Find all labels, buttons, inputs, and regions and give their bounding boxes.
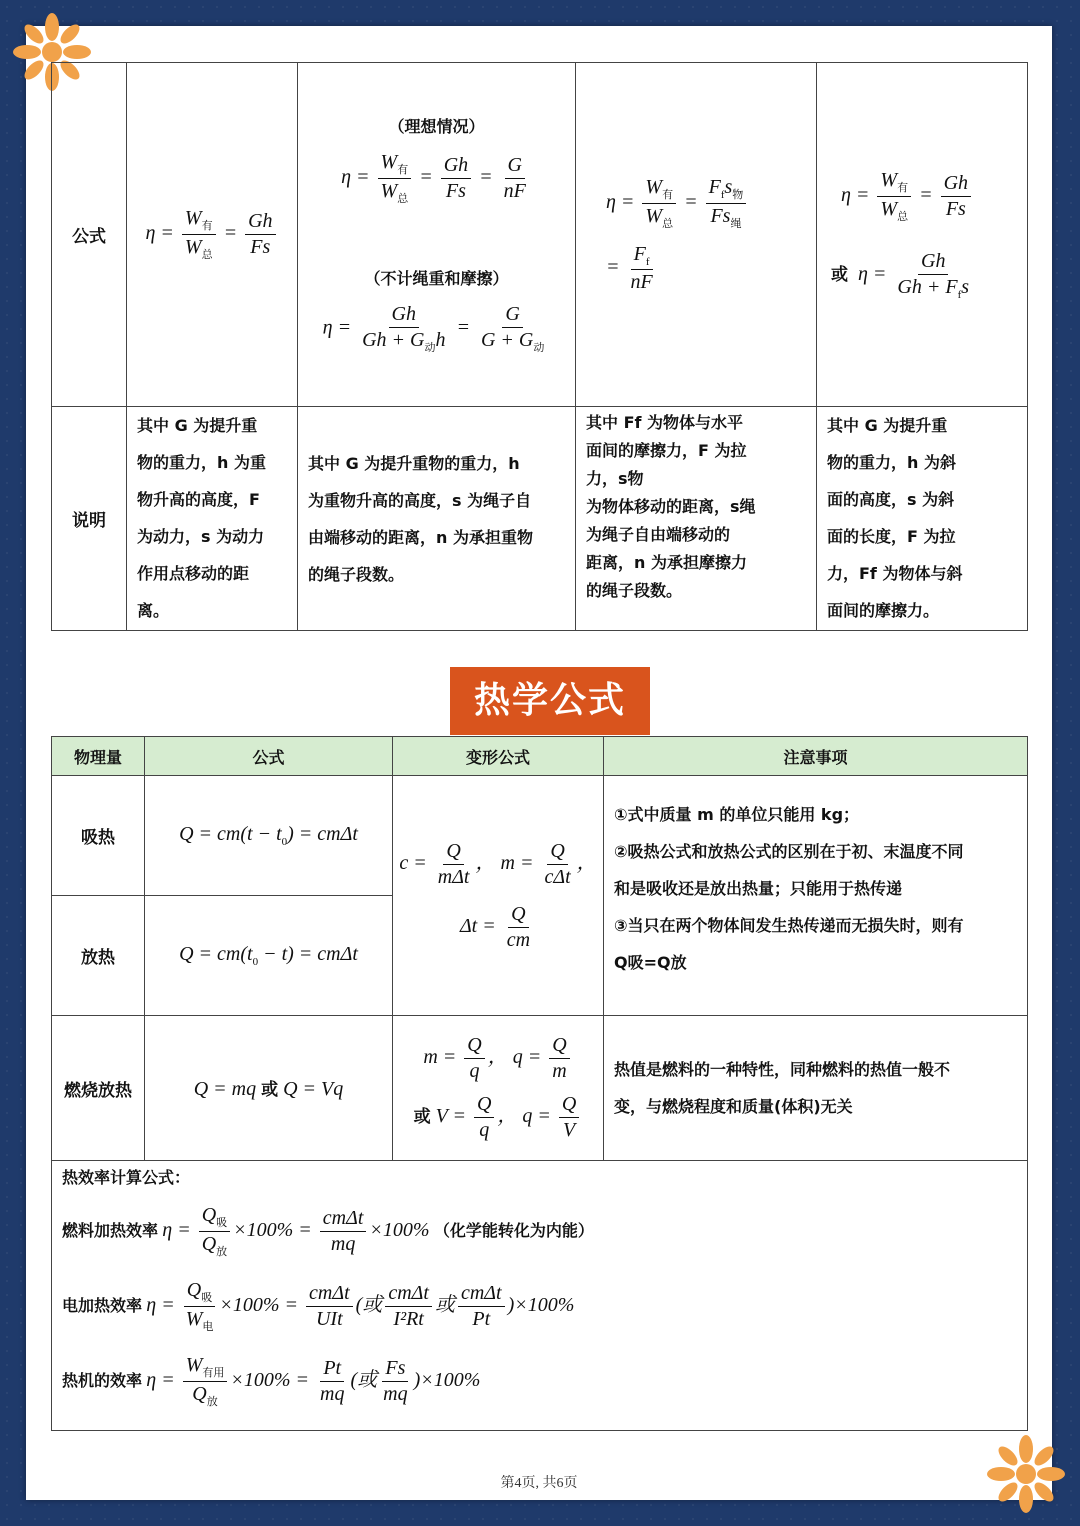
release-formula: $Q = cm(t_0 - t) = cm\Delta t$ bbox=[145, 896, 393, 1016]
note-cell-2: 其中 G 为提升重物的重力，h 为重物升高的高度，s 为绳子自 由端移动的距离，n 为承担重物 的绳子段数。 bbox=[298, 407, 576, 631]
note-cell-1: 其中 G 为提升重 物的重力，h 为重 物升高的高度，F 为动力，s 为动力 作用点移动的距 离。 bbox=[127, 407, 298, 631]
row-combustion-heat: 燃烧放热 bbox=[52, 1016, 145, 1161]
heat-notes: ①式中质量 m 的单位只能用 kg； ②吸热公式和放热公式的区别在于初、末温度不同 和是吸收还是放出热量；只能用于热传递 ③当只在两个物体间发生热传递而无损失时，则有 Q吸=Q放 bbox=[604, 776, 1028, 1016]
electric-efficiency-label: 电加热效率 bbox=[62, 1296, 143, 1316]
no-friction-label: （不计绳重和摩擦） bbox=[364, 269, 509, 288]
row-label-formula: 公式 bbox=[52, 63, 127, 407]
header-derived: 变形公式 bbox=[393, 737, 604, 776]
ideal-case-label: （理想情况） bbox=[388, 117, 485, 136]
header-notes: 注意事项 bbox=[604, 737, 1028, 776]
thermal-efficiency-cell: 热效率计算公式： 燃料加热效率 η = $\frac{Q_吸}{Q_放}$ ×100% = $\frac{\text{cmΔt}}{mq}$ ×100% （化学能转化为内能） 电加热效率 η = $\frac{Q_吸}{W_电}$ ×100% = $\frac{\text{cmΔt}}{\text{UIt}}$ (或 $\frac{\text{cmΔt}}{\text{I²Rt}}$ 或 $\frac{\text{cmΔt}}{Pt}$ )×100% 热机的效率 η = $\frac{W_{有用}}{Q_放}$ ×100% = $\frac{Pt}{mq}$ (或 $\frac{Fs}{mq}$ )×100% bbox=[52, 1161, 1028, 1431]
efficiency-title: 热效率计算公式： bbox=[62, 1168, 191, 1187]
section-title: 热学公式 bbox=[450, 667, 650, 735]
note-cell-4: 其中 G 为提升重 物的重力，h 为斜 面的高度，s 为斜 面的长度，F 为拉 力，Ff 为物体与斜 面间的摩擦力。 bbox=[817, 407, 1028, 631]
header-quantity: 物理量 bbox=[52, 737, 145, 776]
combustion-formula: Q = mq 或 Q = Vq bbox=[145, 1016, 393, 1161]
document-page bbox=[26, 26, 1052, 1500]
heat-formula-table bbox=[51, 736, 1028, 1431]
absorb-derived-formulas: c = $\frac{Q}{\text{mΔt}}$ ， m = $\frac{Q}{\text{cΔt}}$ ， Δt = $\frac{Q}{cm}$ bbox=[393, 776, 604, 1016]
combustion-notes: 热值是燃料的一种特性，同种燃料的热值一般不 变，与燃烧程度和质量(体积)无关 bbox=[604, 1016, 1028, 1161]
mechanics-efficiency-table bbox=[51, 62, 1028, 631]
row-release-heat: 放热 bbox=[52, 896, 145, 1016]
page-footer: 第4页, 共6页 bbox=[500, 1476, 578, 1491]
formula-cell-4: η = $\frac{W_有}{W_总}$ = $\frac{Gh}{Fs}$ 或 η = $\frac{Gh}{Gh + F_fs}$ bbox=[817, 63, 1028, 407]
fuel-efficiency-label: 燃料加热效率 bbox=[62, 1221, 159, 1241]
formula-cell-2: （理想情况） η = $\frac{W_有}{W_总}$ = $\frac{Gh}{Fs}$ = $\frac{G}{nF}$ （不计绳重和摩擦） η = $\frac{Gh}{Gh + G_动h}$ = $\frac{G}{G + G_动}$ bbox=[298, 63, 576, 407]
row-absorb-heat: 吸热 bbox=[52, 776, 145, 896]
fuel-efficiency-note: （化学能转化为内能） bbox=[433, 1221, 594, 1241]
note-cell-3: 其中 Ff 为物体与水平 面间的摩擦力，F 为拉 力，s物 为物体移动的距离，s绳 为绳子自由端移动的 距离，n 为承担摩擦力 的绳子段数。 bbox=[576, 407, 817, 631]
combustion-derived-formulas: m = $\frac{Q}{q}$ ， q = $\frac{Q}{m}$ 或 V = $\frac{Q}{q}$ ， q = $\frac{Q}{V}$ bbox=[393, 1016, 604, 1161]
row-label-explanation: 说明 bbox=[52, 407, 127, 631]
formula-cell-1: η = $\frac{W_有}{W_总}$ = $\frac{Gh}{Fs}$ bbox=[127, 63, 298, 407]
header-formula: 公式 bbox=[145, 737, 393, 776]
or-label: 或 bbox=[831, 264, 848, 285]
engine-efficiency-label: 热机的效率 bbox=[62, 1371, 143, 1391]
formula-cell-3: η = $\frac{W_有}{W_总}$ = $\frac{F_fs_物}{Fs_绳}$ = $\frac{F_f}{nF}$ bbox=[576, 63, 817, 407]
absorb-formula: $Q = cm(t - t_0) = cm\Delta t$ bbox=[145, 776, 393, 896]
